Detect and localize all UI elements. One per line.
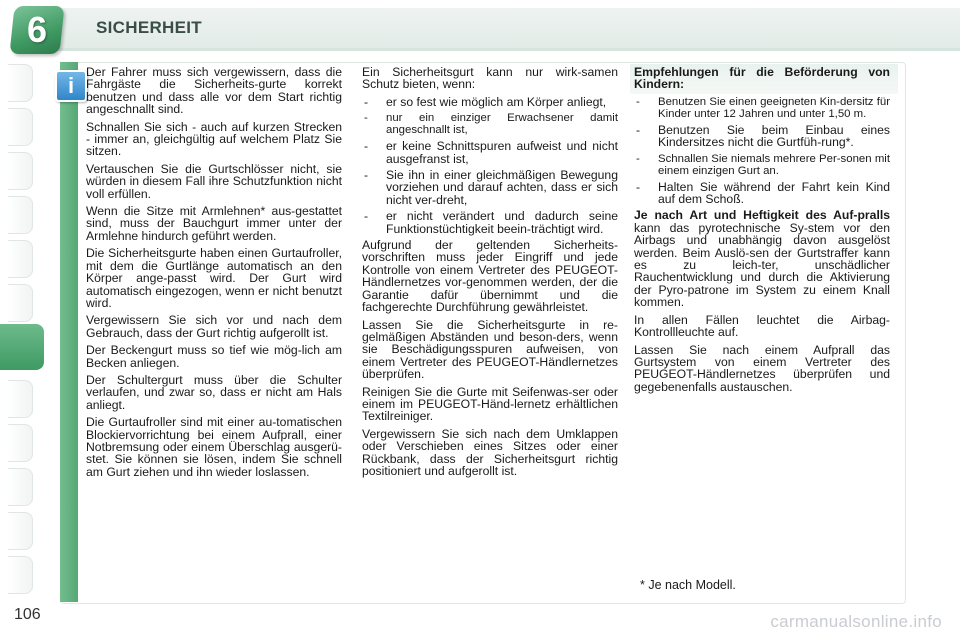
info-stripe bbox=[60, 62, 78, 602]
list-item-text: Sie ihn in einer gleichmäßigen Bewegung vorziehen und darauf achten, dass er sich nicht ver-dreht, bbox=[386, 168, 618, 207]
footnote: * Je nach Modell. bbox=[640, 578, 736, 592]
chapter-tab-4[interactable] bbox=[8, 196, 33, 234]
section-title: SICHERHEIT bbox=[96, 18, 202, 37]
paragraph: Schnallen Sie sich - auch auf kurzen Strecken - immer an, gleichgültig auf welchem Platz Sie sitzen. bbox=[86, 119, 342, 159]
list-item: - Halten Sie während der Fahrt kein Kind auf dem Schoß. bbox=[636, 179, 890, 207]
paragraph: Die Sicherheitsgurte haben einen Gurtaufroller, mit dem die Gurtlänge automatisch an den Körper ange-passt wird. Der Gurt wird automatisch eingezogen, wenn er nicht benutzt wird. bbox=[86, 246, 342, 310]
list-item: - er so fest wie möglich am Körper anliegt, bbox=[364, 94, 607, 109]
chapter-tab-2[interactable] bbox=[8, 108, 33, 146]
paragraph: Aufgrund der geltenden Sicherheits-vorschriften muss jeder Eingriff und jede Kontrolle von einem Vertreter des PEUGEOT-Händlernetzes vor-genommen werden, der die Garantie dafür übernimmt und die fachgerechte Durchführung gewährleistet. bbox=[362, 238, 618, 315]
chapter-tab-3[interactable] bbox=[8, 152, 33, 190]
list-item-text: er so fest wie möglich am Körper anliegt, bbox=[386, 94, 607, 109]
list-item-text: Benutzen Sie einen geeigneten Kin-dersitz für Kinder unter 12 Jahren und unter 1,50 m. bbox=[658, 95, 890, 120]
paragraph: Vergewissern Sie sich nach dem Umklappen oder Verschieben eines Sitzes oder einer Rückbank, dass der Sicherheitsgurt richtig positioniert und aufgerollt ist. bbox=[362, 426, 618, 478]
paragraph: Lassen Sie die Sicherheitsgurte in re-gelmäßigen Abständen und beson-ders, wenn sie Beschädigungsspuren aufweisen, von einem Vertreter des PEUGEOT-Händlernetzes überprüfen. bbox=[362, 317, 618, 382]
watermark: carmanualsonline.info bbox=[770, 612, 942, 631]
list-item: - Benutzen Sie beim Einbau eines Kindersitzes nicht die Gurtfüh-rung*. bbox=[636, 122, 890, 150]
chapter-tab-6[interactable] bbox=[8, 284, 33, 322]
chapter-tab-5[interactable] bbox=[8, 240, 33, 278]
list-item: - nur ein einziger Erwachsener damit angeschnallt ist, bbox=[364, 112, 618, 137]
list-item: - Benutzen Sie einen geeigneten Kin-dersitz für Kinder unter 12 Jahren und unter 1,50 m. bbox=[636, 95, 890, 120]
list-item: - er nicht verändert und dadurch seine Funktionstüchtigkeit beein-trächtigt wird. bbox=[364, 209, 618, 236]
chapter-tab-active[interactable] bbox=[0, 324, 44, 370]
list-item-text: Halten Sie während der Fahrt kein Kind auf dem Schoß. bbox=[658, 179, 890, 207]
list-item-text: er nicht verändert und dadurch seine Funktionstüchtigkeit beein-trächtigt wird. bbox=[386, 209, 618, 236]
paragraph: Wenn die Sitze mit Armlehnen* aus-gestattet sind, muss der Bauchgurt immer unter der Armlehne hindurch geführt werden. bbox=[86, 204, 342, 243]
list-item-text: er keine Schnittspuren aufweist und nicht ausgefranst ist, bbox=[386, 139, 618, 166]
column-1 bbox=[86, 66, 342, 483]
pyro-bold-lead: Je nach Art und Heftigkeit des Auf-pralls bbox=[634, 208, 890, 223]
paragraph: Der Beckengurt muss so tief wie mög-lich am Becken anliegen. bbox=[86, 343, 342, 370]
paragraph: Die Gurtaufroller sind mit einer au-tomatischen Blockiervorrichtung bei einem Aufprall, einer Notbremsung oder einem Überschlag ausgerü-stet. Sie können sie lösen, indem Sie schnell am Gurt ziehen und ihn wieder loslassen. bbox=[86, 415, 342, 479]
paragraph: Der Schultergurt muss über die Schulter verlaufen, und zwar so, dass er nicht am Hals anliegt. bbox=[86, 372, 342, 412]
list-item-text: Benutzen Sie beim Einbau eines Kindersitzes nicht die Gurtfüh-rung*. bbox=[658, 122, 890, 150]
paragraph: Vertauschen Sie die Gurtschlösser nicht, sie würden in diesem Fall ihre Schutzfunktion nicht voll erfüllen. bbox=[86, 161, 342, 201]
chapter-tab-10[interactable] bbox=[8, 468, 33, 506]
chapter-tab-8[interactable] bbox=[8, 380, 33, 418]
chapter-tab-12[interactable] bbox=[8, 556, 33, 594]
paragraph: In allen Fällen leuchtet die Airbag-Kontrollleuchte auf. bbox=[634, 312, 890, 340]
chapter-tab-11[interactable] bbox=[8, 512, 33, 550]
chapter-number: 6 bbox=[26, 9, 48, 50]
header-bar bbox=[0, 0, 960, 56]
list-item: - Schnallen Sie niemals mehrere Per-sonen mit einem einzigen Gurt an. bbox=[636, 152, 890, 177]
chapter-tab-1[interactable] bbox=[8, 64, 33, 102]
page-number: 106 bbox=[14, 606, 41, 623]
paragraph: Der Fahrer muss sich vergewissern, dass die Fahrgäste die Sicherheits-gurte korrekt benutzen und dass alle vor dem Start richtig angeschnallt sind. bbox=[86, 65, 342, 117]
info-icon: i bbox=[55, 70, 87, 102]
list-item-text: nur ein einziger Erwachsener damit angeschnallt ist, bbox=[386, 112, 618, 137]
column-3 bbox=[634, 66, 890, 398]
pyro-text: kann das pyrotechnische Sy-stem vor den Airbags und unabhängig davon ausgelöst werden. Beim Auslö-sen der Gurtstraffer kann es zu leich-ter, unschädlicher Rauchentwicklung und durch die Aktivierung der Pyro-patrone im System zu einem Knall kommen. bbox=[634, 220, 890, 310]
list-item-text: Schnallen Sie niemals mehrere Per-sonen mit einem einzigen Gurt an. bbox=[658, 152, 890, 177]
list-item: - er keine Schnittspuren aufweist und nicht ausgefranst ist, bbox=[364, 139, 618, 166]
chapter-tab-9[interactable] bbox=[8, 424, 33, 462]
paragraph: Lassen Sie nach einem Aufprall das Gurtsystem von einem Vertreter des PEUGEOT-Händlernetzes überprüfen und gegebenenfalls austauschen. bbox=[634, 342, 890, 394]
paragraph: Vergewissern Sie sich vor und nach dem Gebrauch, dass der Gurt richtig aufgerollt ist. bbox=[86, 313, 342, 340]
paragraph: Reinigen Sie die Gurte mit Seifenwas-ser oder einem im PEUGEOT-Händ-lernetz erhältlichen Textilreiniger. bbox=[362, 384, 618, 424]
pyro-paragraph bbox=[634, 209, 890, 308]
column-2 bbox=[362, 66, 618, 482]
list-item: - Sie ihn in einer gleichmäßigen Bewegung vorziehen und darauf achten, dass er sich nicht ver-dreht, bbox=[364, 168, 618, 207]
column-heading: Empfehlungen für die Beförderung von Kindern: bbox=[634, 65, 890, 92]
intro-paragraph: Ein Sicherheitsgurt kann nur wirk-samen Schutz bieten, wenn: bbox=[362, 65, 618, 92]
